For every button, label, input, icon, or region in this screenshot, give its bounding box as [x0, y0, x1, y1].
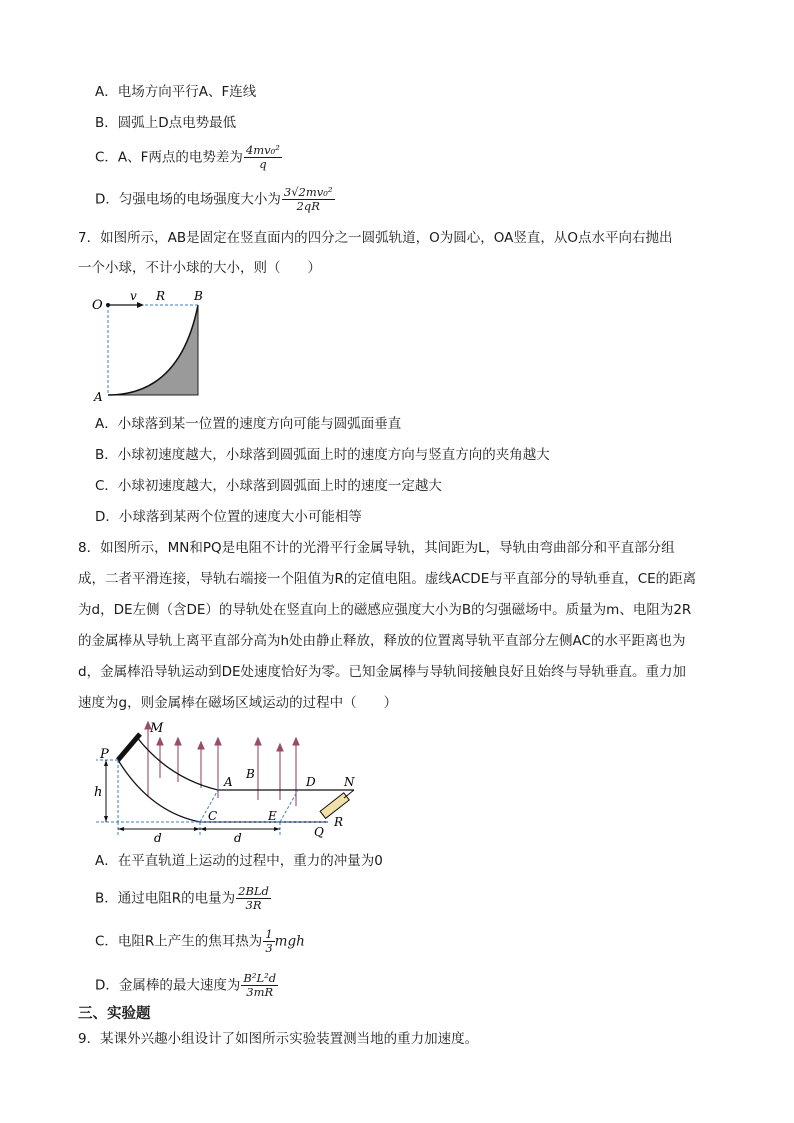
- q7-label-v: v: [130, 289, 137, 303]
- fraction-numerator: 1: [265, 927, 273, 941]
- metal-rod: [118, 734, 140, 760]
- fraction-numerator: B²L²d: [243, 971, 277, 985]
- fraction-numerator: 4mv₀²: [245, 143, 280, 157]
- q8-option-d: [95, 972, 278, 999]
- q8-option-c-tail: mgh: [274, 933, 305, 950]
- q8-option-b-text: B．通过电阻R的电量为: [95, 890, 236, 907]
- q7-option-d: D．小球落到某两个位置的速度大小可能相等: [95, 509, 362, 525]
- q7-label-r: R: [156, 289, 166, 303]
- q8-figure: [88, 718, 368, 844]
- q8-option-c-fraction: [263, 928, 274, 955]
- q8-label-d-point: D: [306, 775, 316, 789]
- resistor-lead: [344, 790, 354, 798]
- fraction-denominator: 2qR: [296, 199, 320, 213]
- q7-option-a: A．小球落到某一位置的速度方向可能与圆弧面垂直: [95, 416, 402, 432]
- q7-velocity-arrowhead: [137, 302, 144, 308]
- q7-stem-line-2: 一个小球，不计小球的大小，则（ ）: [78, 260, 321, 276]
- q6-option-d-text: D．匀强电场的电场强度大小为: [95, 191, 281, 208]
- q6-option-b: B．圆弧上D点电势最低: [95, 115, 237, 131]
- q7-label-b: B: [194, 289, 203, 303]
- q6-option-a: A．电场方向平行A、F连线: [95, 84, 257, 100]
- q8-option-b-fraction: [236, 885, 271, 912]
- q8-option-d-fraction: [241, 972, 278, 999]
- q9-stem: 9．某课外兴趣小组设计了如图所示实验装置测当地的重力加速度。: [78, 1031, 479, 1047]
- q8-stem-line-4: 的金属棒从导轨上离平直部分高为h处由静止释放，释放的位置离导轨平直部分左侧AC的水平距离也为: [78, 633, 686, 649]
- q8-stem-line-6: 速度为g，则金属棒在磁场区域运动的过程中（ ）: [78, 695, 398, 711]
- q6-option-c-fraction: [244, 144, 282, 171]
- q7-stem-line-1: 7．如图所示，AB是固定在竖直面内的四分之一圆弧轨道，O为圆心，OA竖直，从O点水平向右抛出: [78, 230, 673, 246]
- q8-option-d-text: D．金属棒的最大速度为: [95, 977, 241, 994]
- rail-mn-curved: [136, 736, 354, 790]
- dashed-guides: [96, 760, 328, 836]
- q8-label-m: M: [150, 721, 164, 736]
- q8-label-r: R: [334, 815, 344, 829]
- fraction-denominator: 3: [265, 941, 273, 955]
- q8-option-c: [95, 928, 305, 955]
- q8-stem-line-3: 为d，DE左侧（含DE）的导轨处在竖直向上的磁感应强度大小为B的匀强磁场中。质量为m、电阻为2R: [78, 602, 692, 618]
- q8-label-h: h: [94, 785, 103, 800]
- q8-stem-line-1: 8．如图所示，MN和PQ是电阻不计的光滑平行金属导轨，其间距为L，导轨由弯曲部分和平直部分组: [78, 540, 675, 556]
- q8-option-a: A．在平直轨道上运动的过程中，重力的冲量为0: [95, 853, 383, 869]
- q8-stem-line-5: d，金属棒沿导轨运动到DE处速度恰好为零。已知金属棒与导轨间接触良好且始终与导轨垂直。重力加: [78, 664, 686, 680]
- fraction-denominator: 3R: [245, 898, 262, 912]
- fraction-numerator: 3√2mv₀²: [283, 185, 333, 199]
- q8-label-b: B: [246, 767, 255, 781]
- q8-option-c-text: C．电阻R上产生的焦耳热为: [95, 933, 263, 950]
- fraction-denominator: q: [259, 157, 267, 171]
- q8-label-d2: d: [234, 831, 242, 844]
- q7-label-o: O: [92, 298, 103, 313]
- q8-label-d1: d: [154, 831, 162, 844]
- q6-option-d-fraction: [282, 186, 335, 213]
- q8-label-c: C: [208, 809, 218, 823]
- fraction-denominator: 3mR: [246, 985, 274, 999]
- q7-option-c: C．小球初速度越大，小球落到圆弧面上时的速度一定越大: [95, 478, 442, 494]
- q8-label-p: P: [100, 747, 109, 762]
- q7-shaded-region: [108, 305, 198, 395]
- q8-option-b: [95, 885, 271, 912]
- section-heading-experiment: 三、实验题: [78, 1006, 151, 1022]
- fraction-numerator: 2BLd: [238, 884, 269, 898]
- q7-label-a: A: [94, 390, 103, 404]
- q8-stem-line-2: 成，二者平滑连接，导轨右端接一个阻值为R的定值电阻。虚线ACDE与平直部分的导轨垂直，CE的距离: [78, 571, 697, 587]
- q7-figure: [90, 285, 220, 405]
- q6-option-c-text: C．A、F两点的电势差为: [95, 149, 243, 166]
- q6-option-c: [95, 144, 282, 171]
- q6-option-d: [95, 186, 335, 213]
- q8-label-q: Q: [314, 825, 324, 839]
- magnetic-field-arrows: [145, 722, 299, 806]
- q8-label-e: E: [268, 809, 277, 823]
- q8-label-a: A: [224, 775, 233, 789]
- q8-label-n: N: [344, 775, 355, 789]
- q7-ball: [106, 303, 110, 307]
- q7-option-b: B．小球初速度越大，小球落到圆弧面上时的速度方向与竖直方向的夹角越大: [95, 447, 550, 463]
